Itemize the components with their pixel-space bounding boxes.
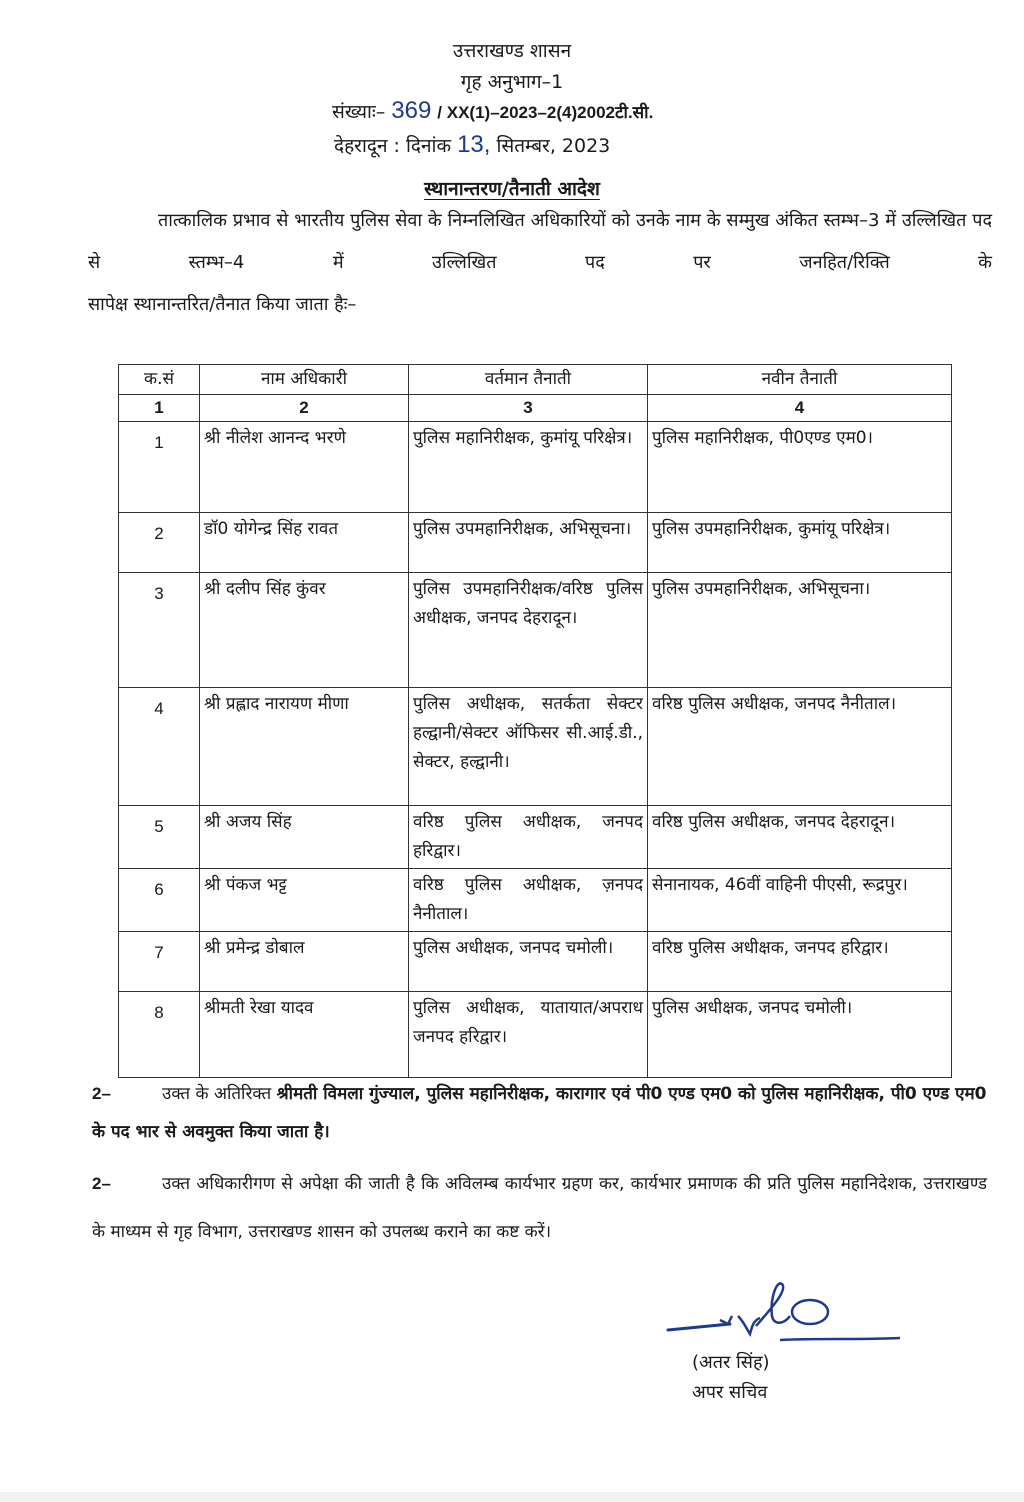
col-header-name: नाम अधिकारी [200, 365, 409, 395]
signatory-designation: अपर सचिव [692, 1382, 768, 1403]
cell-sn: 7 [119, 932, 200, 992]
table-row [119, 573, 952, 688]
paragraph-2 [92, 1075, 987, 1151]
para2-lead: उक्त के अतिरिक्त [162, 1084, 272, 1104]
table-row [119, 932, 952, 992]
col-number: 1 [119, 395, 200, 422]
col-number: 2 [200, 395, 409, 422]
cell-new: पुलिस उपमहानिरीक्षक, अभिसूचना। [648, 573, 952, 688]
intro-text: तात्कालिक प्रभाव से भारतीय पुलिस सेवा के निम्नलिखित अधिकारियों को उनके नाम के सम्मुख अंकित स्तम्भ–3 में उल्लिखित पद से स्तम्भ–4 में उल्लिखित पद पर जनहित/रिक्ति के [88, 210, 992, 273]
table-row [119, 688, 952, 806]
table-row [119, 422, 952, 513]
order-number [332, 98, 653, 126]
cell-new: वरिष्ठ पुलिस अधीक्षक, जनपद हरिद्वार। [648, 932, 952, 992]
page-bottom-margin [0, 1492, 1024, 1502]
col-header-sn: क.सं [119, 365, 200, 395]
cell-sn: 8 [119, 992, 200, 1078]
cell-new: पुलिस उपमहानिरीक्षक, कुमांयू परिक्षेत्र। [648, 513, 952, 573]
cell-name: श्रीमती रेखा यादव [200, 992, 409, 1078]
cell-current: पुलिस अधीक्षक, यातायात/अपराध जनपद हरिद्वार। [409, 992, 648, 1078]
cell-new: वरिष्ठ पुलिस अधीक्षक, जनपद देहरादून। [648, 806, 952, 869]
cell-current: पुलिस अधीक्षक, सतर्कता सेक्टर हल्द्वानी/सेक्टर ऑफिसर सी.आई.डी., सेक्टर, हल्द्वानी। [409, 688, 648, 806]
order-number-suffix: / XX(1)–2023–2(4)2002टी.सी. [437, 103, 654, 122]
cell-name: श्री प्रमेन्द्र डोबाल [200, 932, 409, 992]
column-number-row [119, 395, 952, 422]
signature [660, 1280, 900, 1350]
cell-current: वरिष्ठ पुलिस अधीक्षक, ज़नपद नैनीताल। [409, 869, 648, 932]
cell-sn: 1 [119, 422, 200, 513]
cell-current: पुलिस महानिरीक्षक, कुमांयू परिक्षेत्र। [409, 422, 648, 513]
col-number: 3 [409, 395, 648, 422]
signatory-name: (अतर सिंह) [692, 1352, 770, 1373]
para3-number: 2– [92, 1174, 111, 1193]
cell-sn: 2 [119, 513, 200, 573]
cell-sn: 6 [119, 869, 200, 932]
cell-name: श्री अजय सिंह [200, 806, 409, 869]
table-row [119, 513, 952, 573]
section-name: गृह अनुभाग–1 [460, 71, 564, 93]
table-row [119, 806, 952, 869]
date-handwritten: 13, [457, 131, 491, 158]
place-date [334, 132, 610, 159]
intro-paragraph [88, 200, 992, 326]
transfer-table [118, 364, 952, 1078]
cell-new: सेनानायक, 46वीं वाहिनी पीएसी, रूद्रपुर। [648, 869, 952, 932]
cell-current: पुलिस उपमहानिरीक्षक, अभिसूचना। [409, 513, 648, 573]
para2-bold-text: श्रीमती विमला गुंज्याल, पुलिस महानिरीक्षक, कारागार एवं पी0 एण्ड एम0 को पुलिस महानिरीक्षक, पी0 एण्ड एम0 के पद भार से अवमुक्त किया जाता है। [92, 1084, 987, 1142]
paragraph-3 [92, 1160, 987, 1256]
cell-name: श्री पंकज भट्ट [200, 869, 409, 932]
signature-scribble-icon [660, 1280, 900, 1350]
cell-name: श्री प्रह्लाद नारायण मीणा [200, 688, 409, 806]
cell-new: पुलिस अधीक्षक, जनपद चमोली। [648, 992, 952, 1078]
para3-text: उक्त अधिकारीगण से अपेक्षा की जाती है कि अविलम्ब कार्यभार ग्रहण कर, कार्यभार प्रमाणक की प्रति पुलिस महानिदेशक, उत्तराखण्ड के माध्यम से गृह विभाग, उत्तराखण्ड शासन को उपलब्ध कराने का कष्ट करें। [92, 1174, 987, 1242]
cell-name: डॉ0 योगेन्द्र सिंह रावत [200, 513, 409, 573]
order-number-label: संख्याः– [332, 101, 386, 123]
order-number-handwritten: 369 [391, 97, 432, 124]
cell-current: वरिष्ठ पुलिस अधीक्षक, जनपद हरिद्वार। [409, 806, 648, 869]
cell-new: पुलिस महानिरीक्षक, पी0एण्ड एम0। [648, 422, 952, 513]
cell-name: श्री नीलेश आनन्द भरणे [200, 422, 409, 513]
place-date-label: देहरादून : दिनांक [334, 135, 452, 157]
order-title [0, 175, 1024, 201]
month-year: सितम्बर, 2023 [496, 135, 611, 157]
government-name: उत्तराखण्ड शासन [452, 40, 572, 62]
cell-name: श्री दलीप सिंह कुंवर [200, 573, 409, 688]
order-title-text: स्थानान्तरण/तैनाती आदेश [424, 178, 600, 200]
table-row [119, 992, 952, 1078]
cell-sn: 3 [119, 573, 200, 688]
cell-current: पुलिस उपमहानिरीक्षक/वरिष्ठ पुलिस अधीक्षक, जनपद देहरादून। [409, 573, 648, 688]
cell-sn: 5 [119, 806, 200, 869]
col-number: 4 [648, 395, 952, 422]
intro-last-line: सापेक्ष स्थानान्तरित/तैनात किया जाता हैः– [88, 294, 357, 315]
cell-sn: 4 [119, 688, 200, 806]
cell-current: पुलिस अधीक्षक, जनपद चमोली। [409, 932, 648, 992]
table-header-row [119, 365, 952, 395]
table-row [119, 869, 952, 932]
col-header-current: वर्तमान तैनाती [409, 365, 648, 395]
cell-new: वरिष्ठ पुलिस अधीक्षक, जनपद नैनीताल। [648, 688, 952, 806]
para2-number: 2– [92, 1084, 111, 1103]
signatory-block [692, 1348, 770, 1408]
col-header-new: नवीन तैनाती [648, 365, 952, 395]
